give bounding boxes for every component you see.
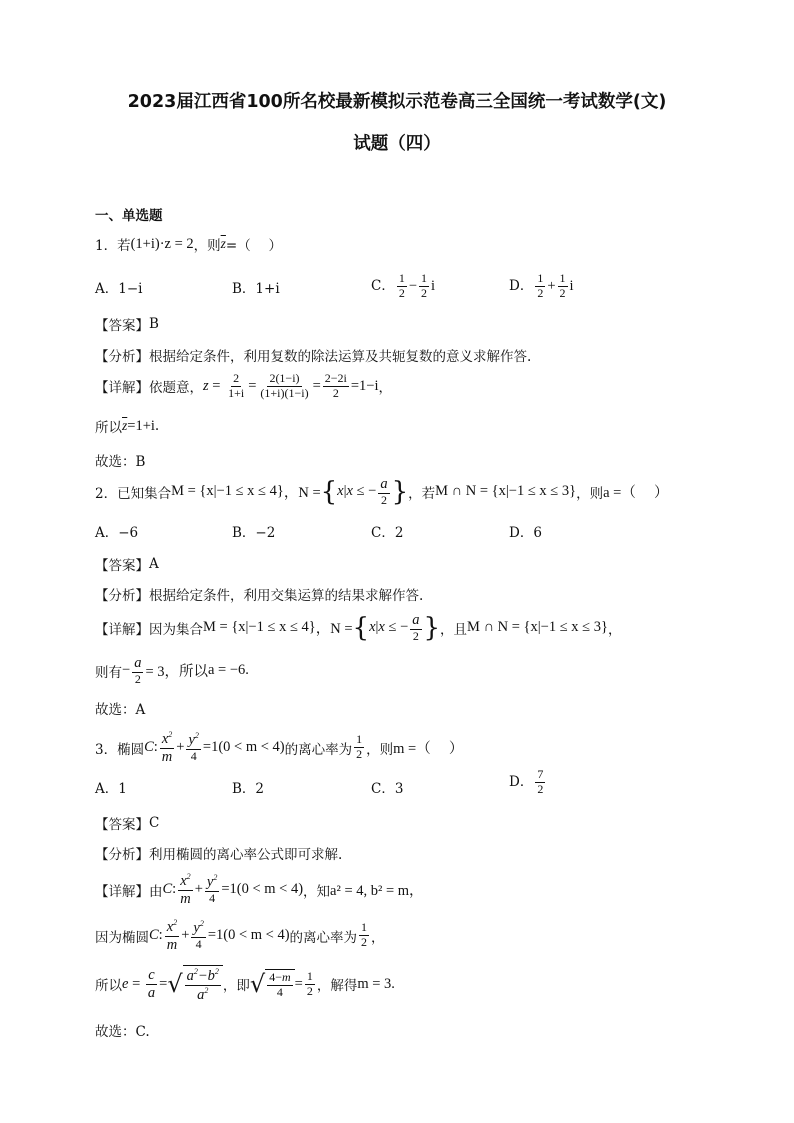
page-title-line-2: 试题（四） xyxy=(353,134,441,154)
q3-answer-value: C xyxy=(149,815,160,831)
q3-so-then: ，即 xyxy=(222,978,250,994)
q2-stem-prefix: 2．已知集合 xyxy=(95,485,172,502)
q1-answer xyxy=(95,314,159,334)
q2-result-val: a = −6. xyxy=(208,662,249,679)
q1-stem-end: =（ ） xyxy=(225,238,283,254)
q2-option-b: B．−2 xyxy=(232,525,276,541)
q1-detail: 【详解】 依题意， z = $\frac{2}{1+i}$ = $\frac{2(1-i)}{(1+i)(1-i)}$ = $\frac{2-2i}{2}$ =1−i ， xyxy=(95,371,393,400)
q1-analysis xyxy=(95,345,531,365)
q3-detail-text: 由 xyxy=(149,883,163,900)
q1-detail-text: 依题意， xyxy=(149,380,203,397)
q3-stem-end: ，则 xyxy=(366,741,394,758)
q2-stem-end: ，则 xyxy=(576,485,604,502)
q3-so-val: m = 3. xyxy=(357,975,395,992)
page-title-line-1: 2023届江西省100所名校最新模拟示范卷高三全国统一考试数学(文) xyxy=(127,92,667,112)
q3-analysis xyxy=(95,843,342,863)
q1-stem-zbar: $\overline{z}$ xyxy=(220,236,226,251)
q1-analysis-text: 根据给定条件，利用复数的除法运算及共轭复数的意义求解作答. xyxy=(149,349,532,365)
q3-detail-ab: a² = 4, b² = m， xyxy=(330,883,424,900)
detail-label: 【详解】 xyxy=(95,380,149,397)
q3-analysis-text: 利用椭圆的离心率公式即可求解. xyxy=(149,847,343,863)
detail-label: 【详解】 xyxy=(95,883,149,900)
q2-option-c: C．2 xyxy=(371,525,404,541)
q3-option-b: B．2 xyxy=(232,781,265,797)
analysis-label: 【分析】 xyxy=(95,588,149,604)
q1-options xyxy=(95,272,615,302)
q2-intersection: M ∩ N = {x|−1 ≤ x ≤ 3} xyxy=(435,483,577,500)
q2-result-prefix: 则有 xyxy=(95,664,122,681)
q3-answer xyxy=(95,813,159,833)
q1-stem xyxy=(95,234,282,254)
q1-choice: 故选：B xyxy=(95,454,146,470)
q2-answer-value: A xyxy=(149,556,159,572)
q3-because-prefix: 因为椭圆 xyxy=(95,929,149,946)
q3-stem: 3．椭圆 C : $\frac{x^2}{m}$ + $\frac{y^2}{4}$ =1(0 < m < 4) 的离心率为 $\frac{1}{2}$ ，则 m =（ ） xyxy=(95,730,464,765)
detail-label: 【详解】 xyxy=(95,621,149,638)
q2-stem-a: a =（ ） xyxy=(603,485,669,502)
answer-label: 【答案】 xyxy=(95,558,149,574)
q2-option-d: D．6 xyxy=(509,525,542,541)
q3-so: 所以 e = $\frac{c}{a}$ = √ $\frac{a^2-b^2}{a^2}$ ，即 √ $\frac{4-m}{4}$ = $\frac{1}{2}$ ，解得 m = 3. xyxy=(95,966,395,1003)
q2-result-mid: = 3，所以 xyxy=(145,664,208,681)
answer-label: 【答案】 xyxy=(95,318,149,334)
q3-option-c: C．3 xyxy=(371,781,404,797)
q1-option-c: C． $\frac{1}{2}$ − $\frac{1}{2}$ i xyxy=(371,271,436,300)
q3-stem-prefix: 3．椭圆 xyxy=(95,741,145,758)
analysis-label: 【分析】 xyxy=(95,847,149,863)
q1-stem-mid: ，则 xyxy=(193,238,221,254)
q1-option-d: D． $\frac{1}{2}$ + $\frac{1}{2}$ i xyxy=(509,271,574,300)
q2-analysis xyxy=(95,584,423,604)
q1-stem-expression: (1+i)·z = 2 xyxy=(130,235,194,252)
q2-answer xyxy=(95,554,159,574)
q2-detail-and: ，且 xyxy=(440,621,468,638)
q3-stem-m: m =（ ） xyxy=(393,741,464,758)
q2-choice: 故选：A xyxy=(95,702,146,718)
q1-option-b: B．1+i xyxy=(232,281,280,297)
q1-answer-value: B xyxy=(149,316,159,332)
q3-options xyxy=(95,768,615,802)
q3-detail-know: ，知 xyxy=(303,883,331,900)
q2-option-a: A．−6 xyxy=(95,525,139,541)
q1-stem-number: 1．若 xyxy=(95,238,131,254)
q3-option-d: D． $\frac{7}{2}$ xyxy=(509,767,544,796)
q1-conclusion-prefix: 所以 xyxy=(95,420,122,436)
q3-stem-ecc: 的离心率为 xyxy=(284,741,353,758)
q3-choice: 故选：C. xyxy=(95,1024,150,1040)
q2-options xyxy=(95,521,615,541)
q3-because-ecc: 的离心率为 xyxy=(289,929,358,946)
q2-stem-cond: ，若 xyxy=(408,485,436,502)
q3-detail: 【详解】 由 C : $\frac{x^2}{m}$ + $\frac{y^2}{4}$ =1(0 < m < 4) ，知 a² = 4, b² = m， xyxy=(95,872,424,907)
q2-detail: 【详解】 因为集合 M = {x|−1 ≤ x ≤ 4} ，N = { x | x ≤ − $\frac{a}{2}$ } ，且 M ∩ N = {x|−1 ≤ x ≤ 3} ， xyxy=(95,612,622,643)
answer-label: 【答案】 xyxy=(95,817,149,833)
q1-conclusion: 所以 $\overline{z}$ =1+i . xyxy=(95,417,160,436)
q2-result: 则有 − $\frac{a}{2}$ = 3，所以 a = −6. xyxy=(95,655,249,686)
q1-conclusion-expr: =1+i xyxy=(127,417,155,434)
q3-so-prefix: 所以 xyxy=(95,978,122,994)
section-heading: 一、单选题 xyxy=(95,208,163,224)
q3-because: 因为椭圆 C : $\frac{x^2}{m}$ + $\frac{y^2}{4}$ =1(0 < m < 4) 的离心率为 $\frac{1}{2}$ ， xyxy=(95,918,385,953)
q3-so-solve: ，解得 xyxy=(316,978,358,994)
q2-detail-text: 因为集合 xyxy=(149,621,203,638)
q2-set-m: M = {x|−1 ≤ x ≤ 4} xyxy=(171,483,284,500)
q3-option-a: A．1 xyxy=(95,781,127,797)
q2-stem: 2．已知集合 M = {x|−1 ≤ x ≤ 4} ，N = { x | x ≤ − $\frac{a}{2}$ } ，若 M ∩ N = {x|−1 ≤ x ≤ 3} ，则 a =（ ） xyxy=(95,476,669,507)
analysis-label: 【分析】 xyxy=(95,349,149,365)
q2-set-n-prefix: ，N = xyxy=(283,485,321,502)
q2-analysis-text: 根据给定条件，利用交集运算的结果求解作答. xyxy=(149,588,424,604)
q1-option-a: A．1−i xyxy=(95,281,143,297)
